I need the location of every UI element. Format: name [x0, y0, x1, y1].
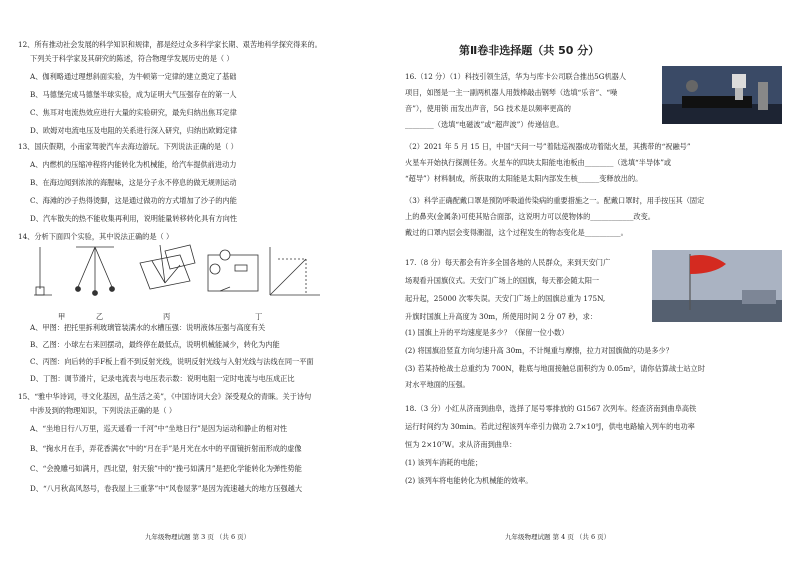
q13-option-c: C、海滩的沙子热得烫脚，这是通过做功的方式增加了沙子的内能	[30, 196, 237, 205]
q16-line: （2）2021 年 5 月 15 日，中国“天问一号”着陆巡视器成功着陆火星，其携带的“祝融号”	[405, 142, 691, 151]
q18-line: 恒为 2×10⁷W。求从济南到曲阜：	[405, 440, 517, 449]
figure-ding-graph	[270, 247, 320, 295]
q16-line: 上的鼻夹(金属条)可使其贴合面部，这说明力可以使物体的____________改变。	[405, 212, 655, 221]
q12-line: 12、所有推动社会发展的科学知识和规律，都是经过众多科学家长期、艰苦地科学探究得来的。	[18, 40, 322, 49]
figure-label-ding: 丁	[255, 312, 263, 321]
q15-option-a: A、“坐地日行八万里，巡天遥看一千河”中“坐地日行”是因为运动和静止的相对性	[30, 424, 288, 433]
q15-option-d: D、“八月秋高风怒号，卷我屋上三重茅”中“风卷屋茅”是因为流速越大的地方压强越大	[30, 484, 303, 493]
q13-line: 13、国庆假期，小南家驾驶汽车去海边游玩。下列说法正确的是（ ）	[18, 142, 238, 151]
q12-line: 下列关于科学家及其研究的陈述，符合物理学发展历史的是（ ）	[30, 54, 234, 63]
q17-line: 起升起，25000 次零失误。天安门广场上的国旗总重为 175N,	[405, 294, 606, 303]
q15-line: 15、“雅中华诗词，寻文化基因，品生活之美”，《中国诗词大会》深受观众的青睐。关于诗句	[18, 392, 312, 401]
q15-line: 中涉及到的物理知识，下列说法正确的是（ ）	[30, 406, 177, 415]
q12-option-d: D、欧姆对电流电压及电阻的关系进行深入研究，归纳出欧姆定律	[30, 126, 238, 135]
q14-option-b: B、乙图：小球左右来回摆动，最终停在最低点，说明机械能减少，转化为内能	[30, 340, 280, 349]
q12-option-c: C、焦耳对电流热效应进行大量的实验研究，最先归纳出焦耳定律	[30, 108, 237, 117]
figure-yi	[76, 247, 115, 296]
q18-line: 18.（3 分）小红从济南到曲阜，选择了尾号零排放的 G1567 次列车。经查济南到曲阜高铁	[405, 404, 697, 413]
figure-label-yi: 乙	[96, 312, 104, 321]
page-4	[397, 0, 794, 561]
q14-option-c: C、丙图：向后转的手F板上看不到反射光线，说明反射光线与入射光线与法线在同一平面	[30, 357, 314, 366]
q14-line: 14、分析下面四个实验，其中说法正确的是（ ）	[18, 232, 174, 241]
q17-line: 17.（8 分）每天都会有许多全国各地的人民群众，来到天安门广	[405, 258, 611, 267]
q16-line: 16.（12 分）（1）科技引领生活，华为与库卡公司联合推出5G机器人	[405, 72, 627, 81]
q14-option-d: D、丁图：调节滑片，记录电流表与电压表示数：说明电阻一定时电流与电压成正比	[30, 374, 295, 383]
q16-line: 火星车开始执行探测任务。火星车的四块太阳能电池板由________（选填“半导体”或	[405, 158, 672, 167]
q17-line: (2) 将国旗沿竖直方向匀速升高 30m，不计绳重与摩擦，拉力对国旗做的功是多少？	[405, 346, 673, 355]
robot-piano-photo	[662, 66, 782, 124]
q17-line: 对水平地面的压强。	[405, 380, 470, 389]
q18-line: (2) 该列车将电能转化为机械能的效率。	[405, 476, 533, 485]
q13-option-a: A、内燃机的压缩冲程将内能转化为机械能，给汽车提供前进动力	[30, 160, 237, 169]
flag-raising-photo	[652, 250, 782, 322]
figure-ding-circuit	[208, 250, 258, 291]
figure-label-bing: 丙	[163, 312, 171, 321]
q16-line: 戴过的口罩内层会变得潮湿，这个过程发生的物态变化是__________。	[405, 228, 628, 237]
q16-line: ________（选填“电磁波”或“超声波”）传递信息。	[405, 120, 564, 129]
section-title: 第Ⅱ卷非选择题（共 50 分）	[459, 44, 600, 57]
figure-jia	[34, 247, 52, 295]
q12-option-b: B、马德堡完成马德堡半球实验，成为证明大气压强存在的第一人	[30, 90, 237, 99]
page-footer: 九年级物理试题 第 4 页 （共 6 页）	[505, 533, 611, 541]
q15-option-c: C、“会挽雕弓如满月，西北望，射天狼”中的“挽弓如满月”是把化学能转化为弹性势能	[30, 464, 302, 473]
figure-bing	[140, 245, 195, 289]
q18-line: 运行时间约为 30min。若此过程该列车牵引力做功 2.7×10⁹J，供电电路输入列车的电功率	[405, 422, 695, 431]
q17-line: (1) 国旗上升的平均速度是多少？（保留一位小数）	[405, 328, 569, 337]
page-footer: 九年级物理试题 第 3 页 （共 6 页）	[145, 533, 251, 541]
q12-option-a: A、伽利略通过理想斜面实验，为牛顿第一定律的建立奠定了基础	[30, 72, 237, 81]
q16-line: 项目，如图是一主一副两机器人用鼓棒敲击钢琴（选填“乐音”、“噪	[405, 88, 618, 97]
q15-option-b: B、“掬水月在手，弄花香满衣”中的“月在手”是月光在水中的平面镜折射而形成的虚像	[30, 444, 302, 453]
q17-line: 场观看升国旗仪式。天安门广场上的国旗，每天都会随太阳一	[405, 276, 600, 285]
q18-line: (1) 该列车消耗的电能；	[405, 458, 483, 467]
q16-line: “超导”）材料制成，所获取的太阳能是太阳内部发生核______变释放出的。	[405, 174, 643, 183]
q16-line: 音”），使用锁 而发出声音，5G 技术是以频率更高的	[405, 104, 571, 113]
figure-label-jia: 甲	[58, 312, 66, 321]
q17-line: 升旗时国旗上升高度为 30m，所使用时间 2 分 07 秒，求：	[405, 312, 598, 321]
q14-option-a: A、甲图：把托里拆利玻璃管装满水的水槽压强：说明液体压强与高度有关	[30, 323, 266, 332]
q16-line: （3）科学正确配戴口罩是预防呼吸道传染病的重要措施之一。配戴口罩时，用手按压其（固定	[405, 196, 705, 205]
q13-option-b: B、在海边闻到浓浓的海腥味，这是分子永不停息的做无规则运动	[30, 178, 237, 187]
q14-figures	[30, 243, 330, 305]
q17-line: (3) 若某持枪战士总重约为 700N，鞋底与地面接触总面积约为 0.05m²，请你估算战士站立时	[405, 364, 705, 373]
q13-option-d: D、汽车散失的热不能收集再利用，说明能量转移转化具有方向性	[30, 214, 238, 223]
